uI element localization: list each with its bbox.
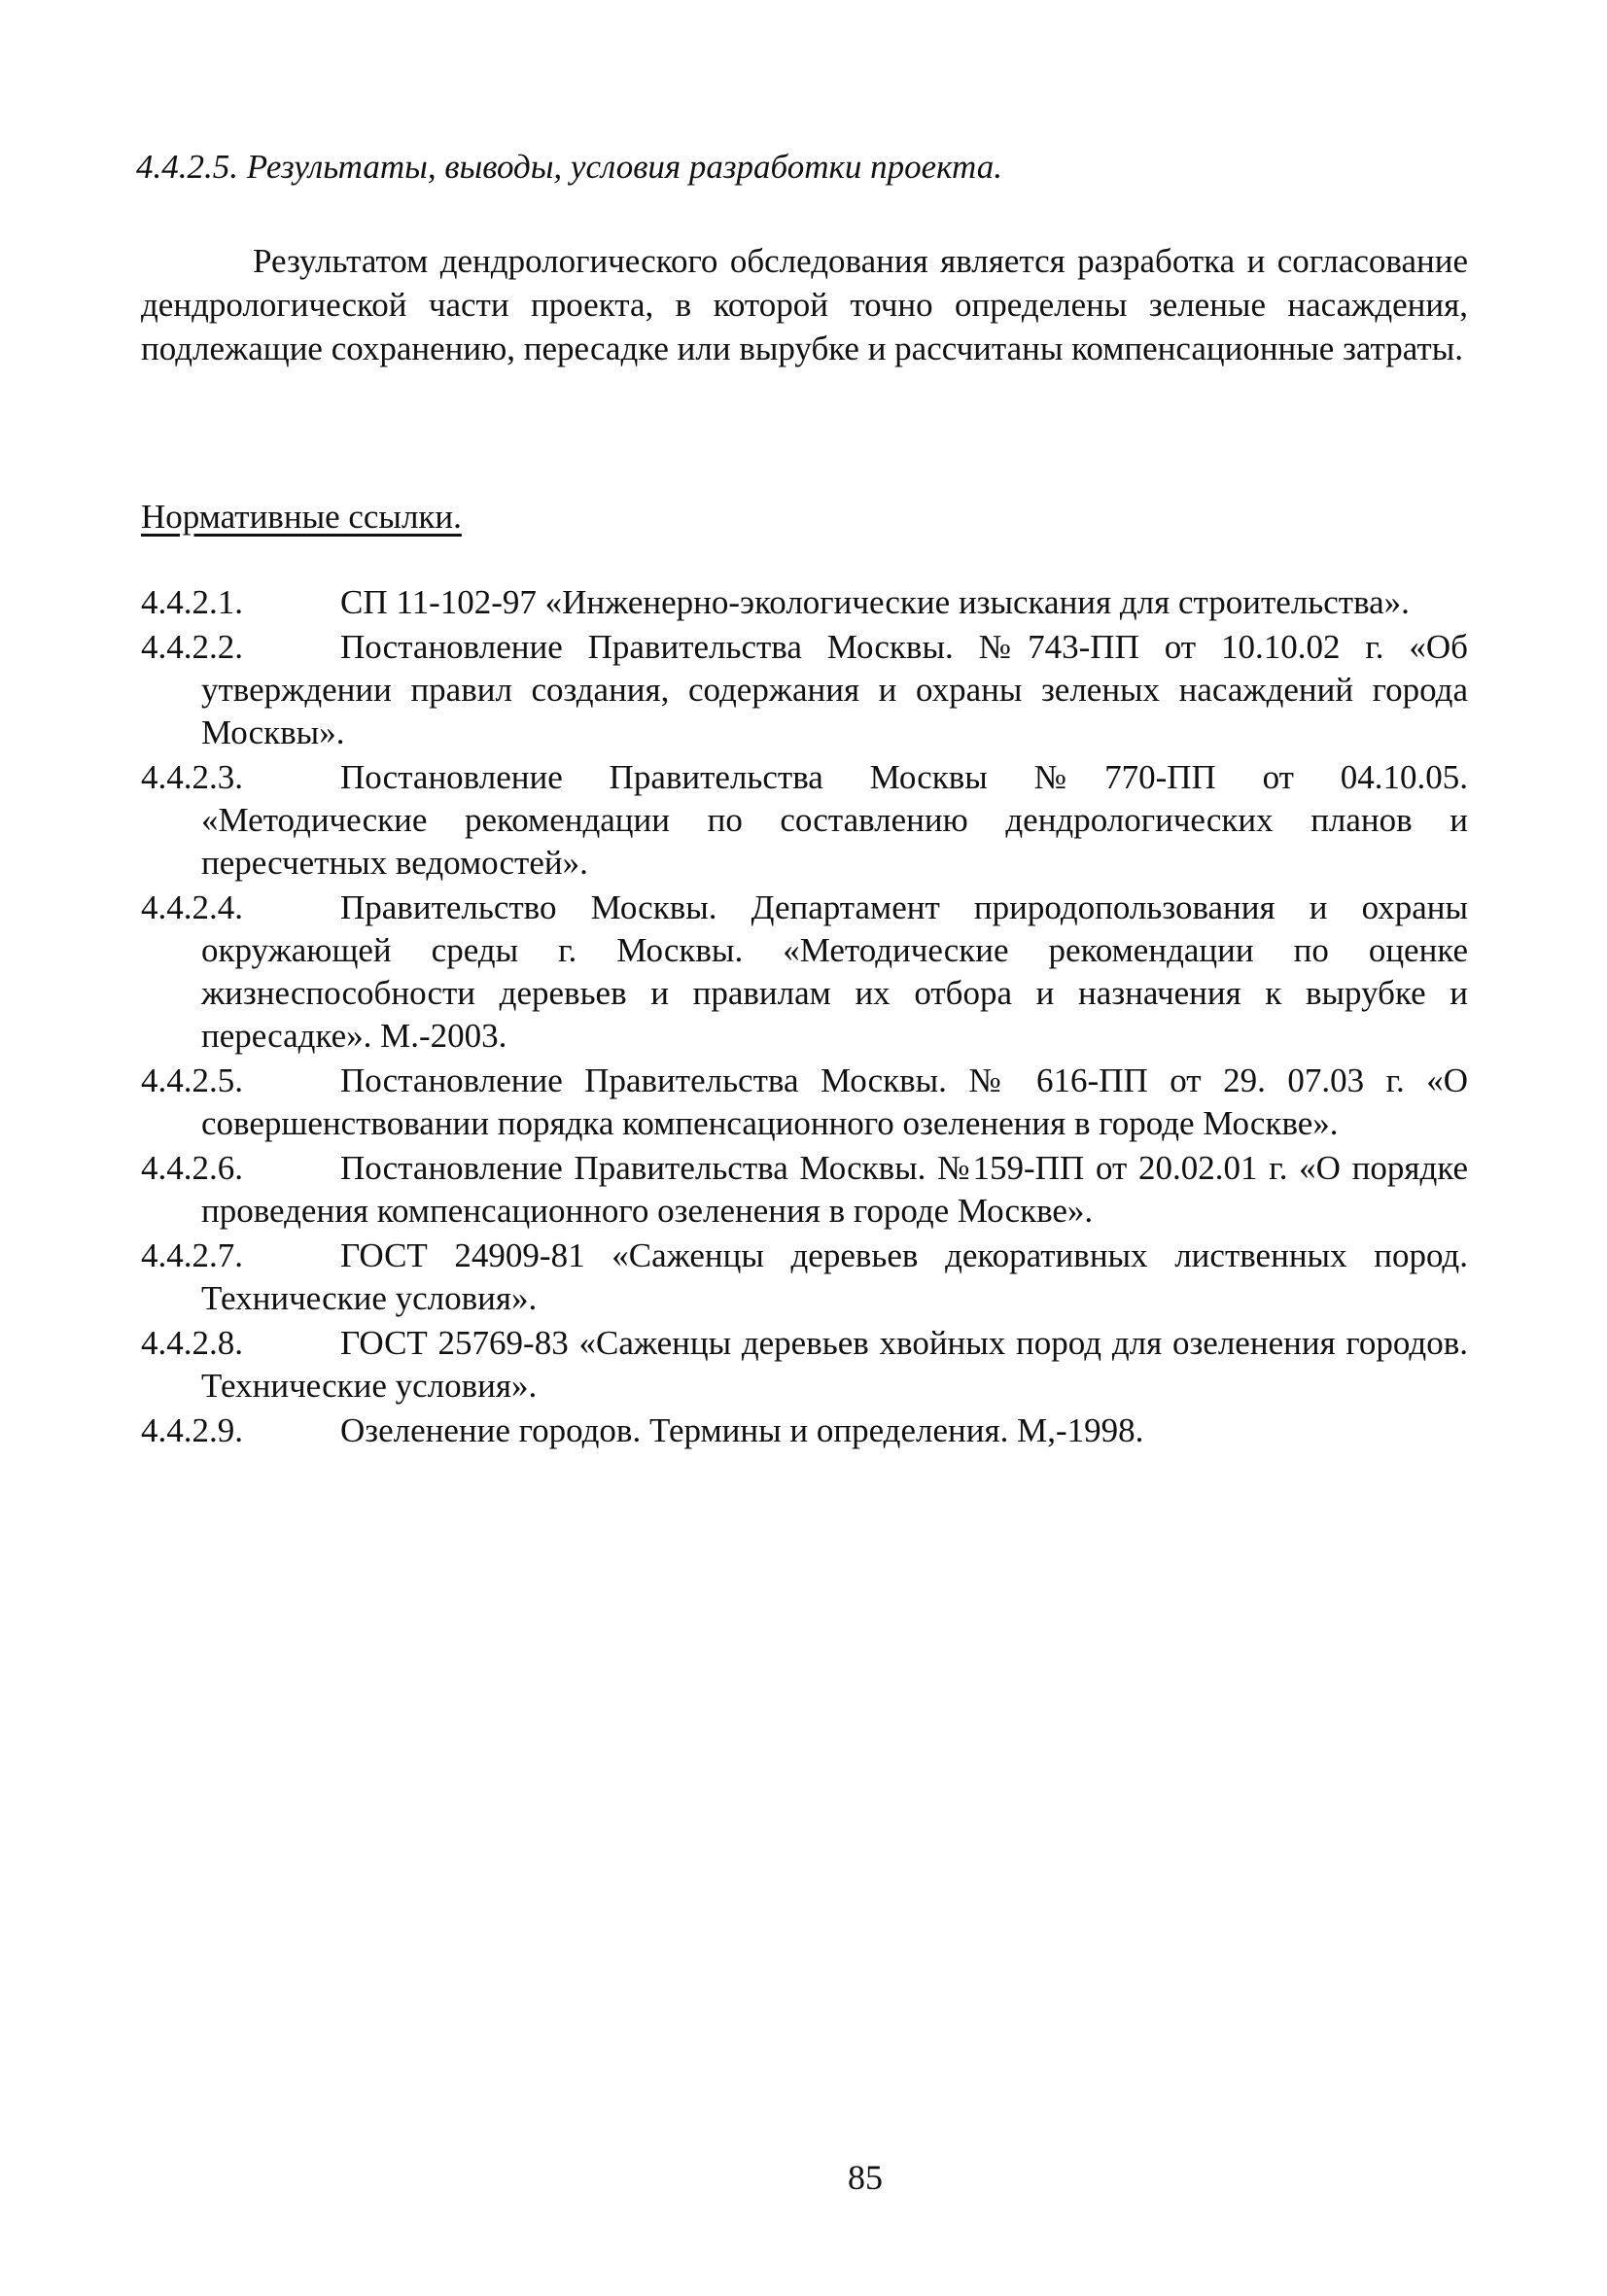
page-number: 85 bbox=[848, 2158, 883, 2197]
reference-text: Постановление Правительства Москвы. №159-ПП от 20.02.01 г. «О порядке проведения компенсационного озеленения в городе Москве». bbox=[201, 1149, 1468, 1230]
references-list bbox=[141, 581, 1468, 1454]
intro-paragraph: Результатом дендрологического обследования является разработка и согласование дендрологической части проекта, в которой точно определены зеленые насаждения, подлежащие сохранению, пересадке или вырубке и рассчитаны компенсационные затраты. bbox=[141, 242, 1468, 367]
reference-number: 4.4.2.7. bbox=[141, 1236, 243, 1274]
reference-text: Постановление Правительства Москвы. №743-ПП от 10.10.02 г. «Об утверждении правил создания, содержания и охраны зеленых насаждений города Москвы». bbox=[201, 628, 1468, 751]
reference-number: 4.4.2.2. bbox=[141, 628, 243, 666]
reference-number: 4.4.2.9. bbox=[141, 1411, 243, 1449]
reference-item bbox=[141, 1322, 1468, 1408]
reference-number: 4.4.2.1. bbox=[141, 583, 243, 621]
reference-text: ГОСТ 24909-81 «Саженцы деревьев декоративных лиственных пород. Технические условия». bbox=[201, 1236, 1468, 1317]
reference-text: Озеленение городов. Термины и определения. М,-1998. bbox=[340, 1411, 1144, 1449]
reference-text: СП 11-102-97 «Инженерно-экологические изыскания для строительства». bbox=[340, 583, 1410, 621]
reference-item bbox=[141, 1235, 1468, 1320]
reference-text: Правительство Москвы. Департамент природопользования и охраны окружающей среды г. Москвы. «Методические рекомендации по оценке жизнеспособности деревьев и правилам их отбора и назначения к вырубке и пересадке». М.-2003. bbox=[201, 888, 1468, 1055]
reference-number: 4.4.2.4. bbox=[141, 888, 243, 926]
reference-number: 4.4.2.3. bbox=[141, 758, 243, 796]
reference-number: 4.4.2.8. bbox=[141, 1324, 243, 1362]
reference-text: Постановление Правительства Москвы. № 616-ПП от 29. 07.03 г. «О совершенствовании порядка компенсационного озеленения в городе Москве». bbox=[201, 1061, 1468, 1142]
references-title: Нормативные ссылки. bbox=[141, 498, 462, 536]
reference-number: 4.4.2.5. bbox=[141, 1061, 243, 1099]
reference-text: Постановление Правительства Москвы №770-ПП от 04.10.05. «Методические рекомендации по составлению дендрологических планов и пересчетных ведомостей». bbox=[201, 758, 1468, 882]
section-heading: 4.4.2.5. Результаты, выводы, условия разработки проекта. bbox=[136, 148, 1002, 186]
reference-item bbox=[141, 581, 1468, 624]
reference-item bbox=[141, 756, 1468, 885]
reference-item bbox=[141, 1060, 1468, 1145]
reference-text: ГОСТ 25769-83 «Саженцы деревьев хвойных пород для озеленения городов. Технические условия». bbox=[201, 1324, 1468, 1405]
reference-item bbox=[141, 626, 1468, 754]
reference-item bbox=[141, 887, 1468, 1058]
reference-item bbox=[141, 1409, 1468, 1452]
reference-item bbox=[141, 1147, 1468, 1233]
reference-number: 4.4.2.6. bbox=[141, 1149, 243, 1187]
